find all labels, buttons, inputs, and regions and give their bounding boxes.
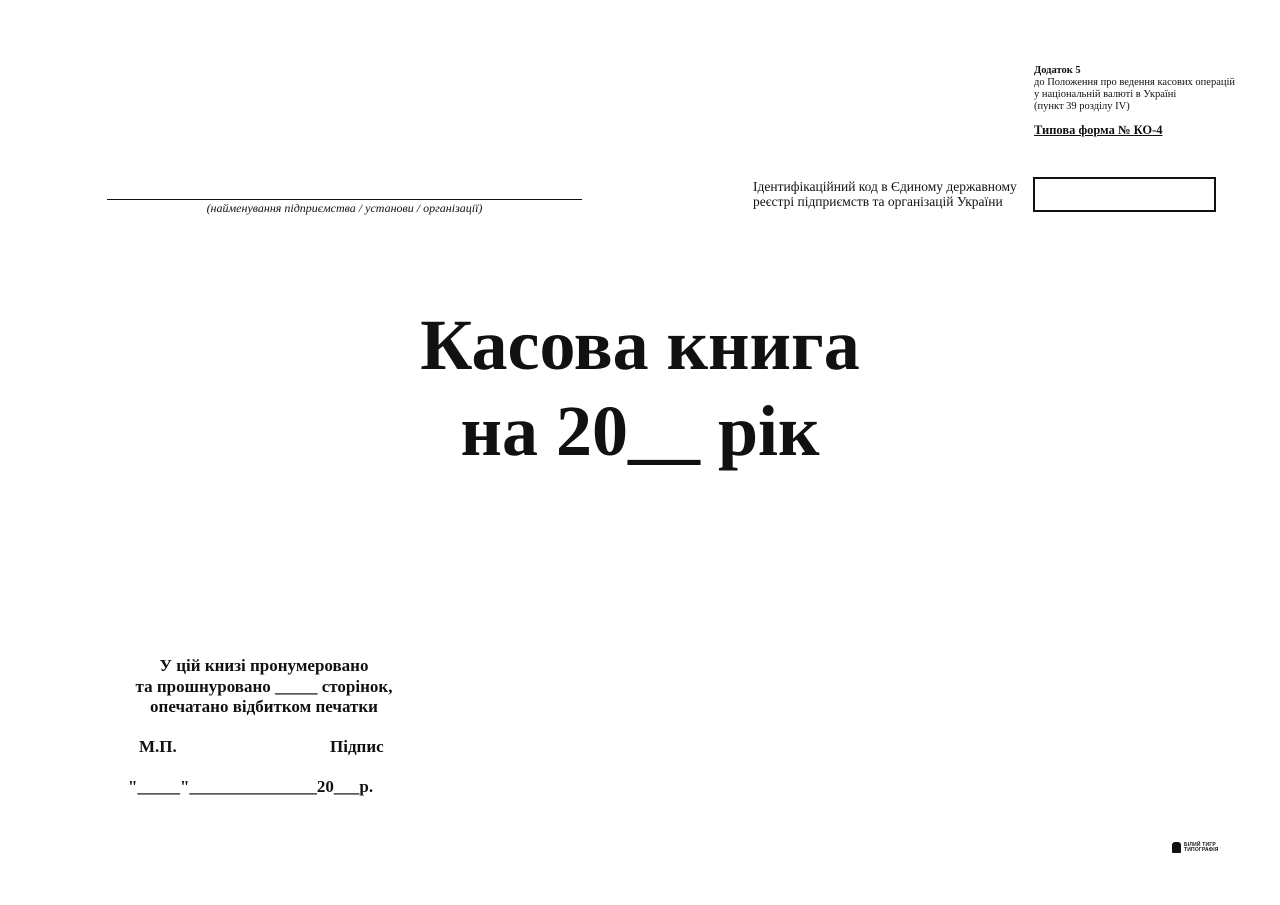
page-title-line-1: Касова книга [420, 305, 860, 385]
organization-name-caption: (найменування підприємства / установи / організації) [206, 201, 483, 215]
annex-line-3: (пункт 39 розділу IV) [1034, 101, 1130, 112]
annex-line-1: до Положення про ведення касових операцій [1034, 77, 1236, 88]
stamp-label: М.П. [139, 737, 177, 756]
certification-line-1: У цій книзі пронумеровано [159, 656, 369, 675]
identification-code-label [753, 179, 1033, 209]
publisher-logo-text [1184, 843, 1219, 853]
publisher-logo-line-2: ТИПОГРАФІЯ [1184, 846, 1219, 853]
identification-code-box[interactable] [1033, 177, 1216, 212]
certification-line-3: опечатано відбитком печатки [150, 697, 378, 716]
certification-block [114, 656, 414, 718]
publisher-logo-line-1: БІЛИЙ ТИГР [1184, 841, 1216, 848]
annex-title: Додаток 5 [1034, 65, 1081, 76]
tiger-logo-icon [1172, 842, 1181, 853]
publisher-logo [1172, 842, 1219, 853]
date-field[interactable]: "_____"_______________20___р. [128, 777, 374, 796]
page-title-line-2: на 20__ рік [460, 391, 820, 471]
annex-line-2: у національній валюті в Україні [1034, 89, 1177, 100]
page-title [0, 302, 1280, 474]
signature-label: Підпис [330, 737, 384, 756]
organization-name-field[interactable] [107, 199, 582, 200]
identification-label-line-2: реєстрі підприємств та організацій України [753, 194, 1003, 209]
certification-line-2: та прошнуровано _____ сторінок, [135, 676, 393, 696]
form-name: Типова форма № КО-4 [1034, 123, 1163, 137]
annex-block [1034, 65, 1264, 136]
identification-label-line-1: Ідентифікаційний код в Єдиному державному [753, 179, 1017, 194]
